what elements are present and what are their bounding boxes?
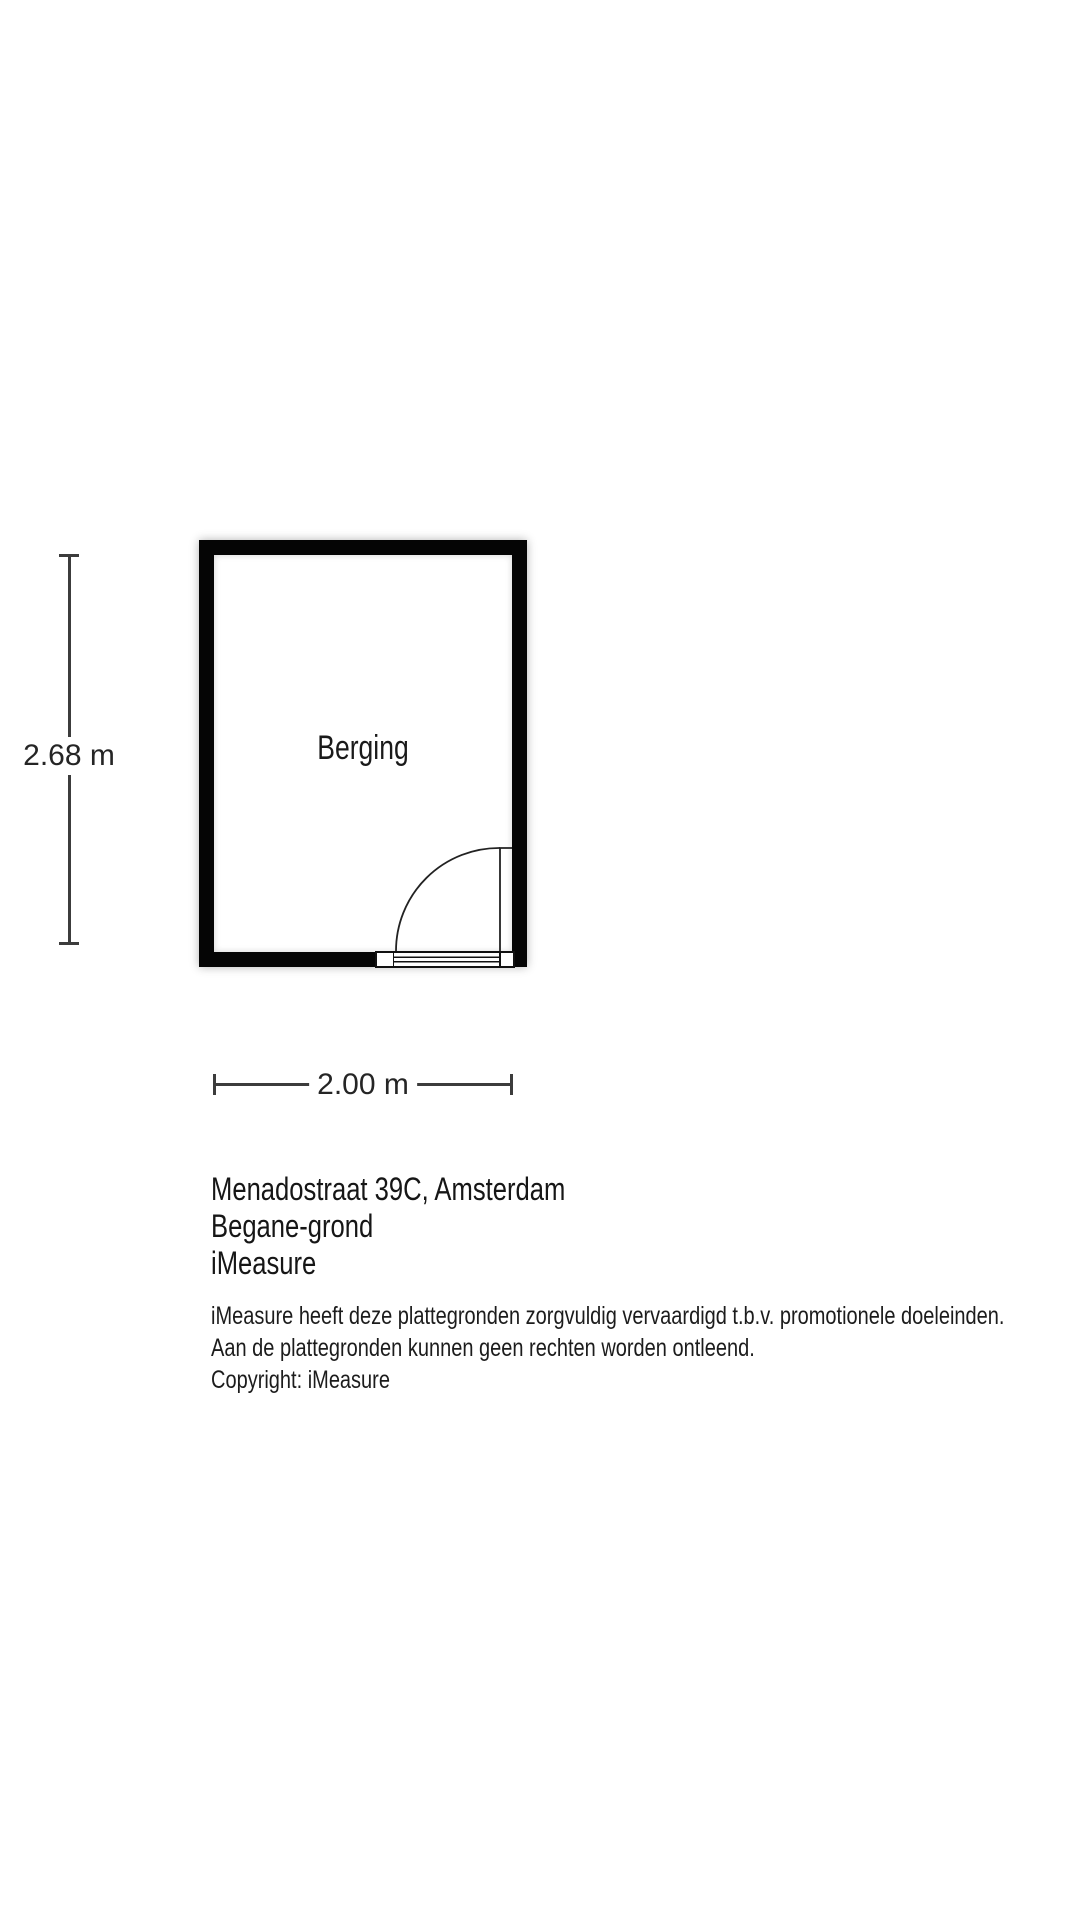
info-block: [211, 1171, 565, 1282]
dimension-horizontal-tick-right: [510, 1074, 513, 1095]
disclaimer-line-2: Aan de plattegronden kunnen geen rechten worden ontleend.: [211, 1334, 755, 1362]
door-jamb-right: [499, 951, 515, 968]
door-swing-icon: [384, 840, 516, 952]
door-threshold: [394, 951, 500, 968]
dimension-vertical-tick-bottom: [59, 942, 79, 945]
disclaimer-line-1: iMeasure heeft deze plattegronden zorgvuldig vervaardigd t.b.v. promotionele doeleinden.: [211, 1302, 1005, 1330]
disclaimer-block: [211, 1300, 1004, 1396]
dimension-horizontal-tick-left: [213, 1074, 216, 1095]
door-leaf: [500, 848, 512, 951]
room-label: Berging: [317, 729, 409, 767]
dimension-vertical-tick-top: [59, 554, 79, 557]
address-line: Menadostraat 39C, Amsterdam: [211, 1171, 566, 1207]
door-jamb-left: [375, 951, 395, 968]
door-arc: [396, 848, 500, 951]
company-line: iMeasure: [211, 1245, 317, 1281]
dimension-horizontal-label: 2.00 m: [309, 1066, 417, 1104]
dimension-vertical-label: 2.68 m: [15, 737, 123, 775]
floor-line: Begane-grond: [211, 1208, 374, 1244]
disclaimer-line-3: Copyright: iMeasure: [211, 1366, 390, 1394]
